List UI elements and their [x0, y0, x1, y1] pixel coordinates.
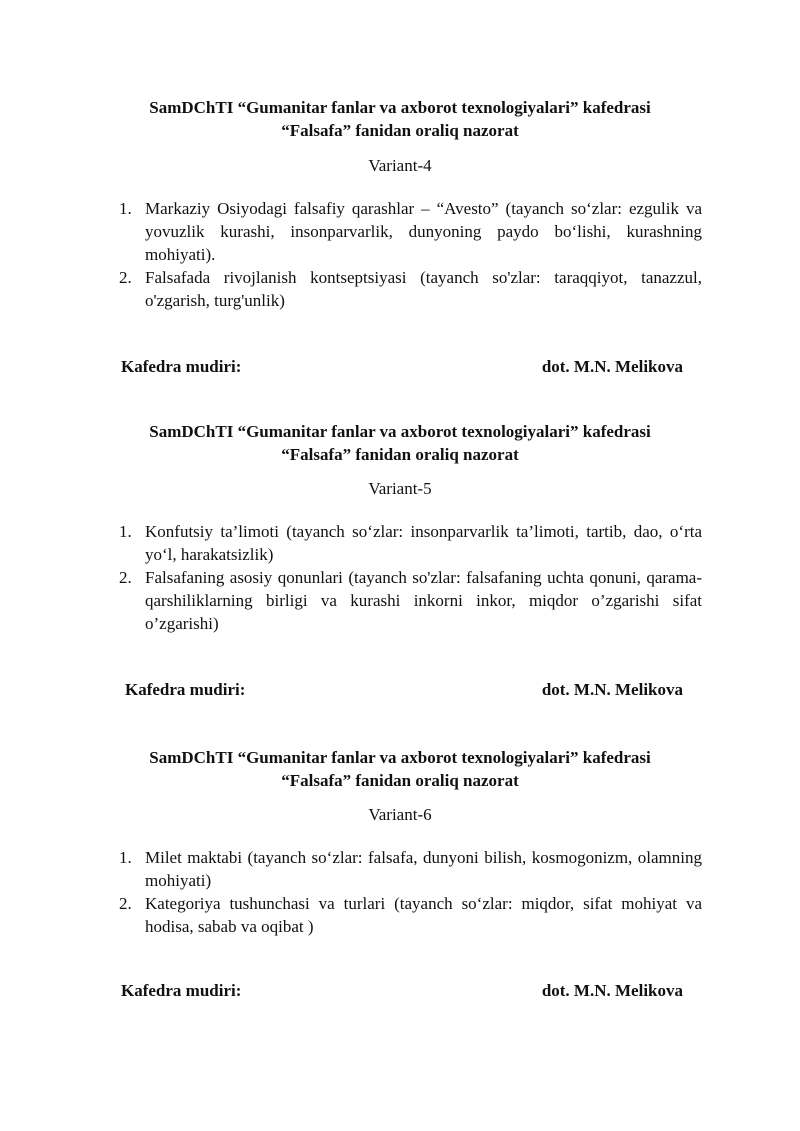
- question-item: [119, 520, 702, 566]
- question-number: 1.: [119, 199, 132, 218]
- question-text: Kategoriya tushunchasi va turlari (tayanch so‘zlar: miqdor, sifat mohiyat va hodisa, sabab va oqibat ): [145, 894, 702, 936]
- signature-name: dot. M.N. Melikova: [541, 357, 683, 376]
- question-text: Falsafada rivojlanish kontseptsiyasi (tayanch so'zlar: taraqqiyot, tanazzul, o'zgarish, turg'unlik): [145, 268, 702, 310]
- variant-label: Variant-5: [368, 479, 432, 498]
- course-title: “Falsafa” fanidan oraliq nazorat: [281, 121, 519, 140]
- question-number: 1.: [119, 522, 132, 541]
- signature-name: dot. M.N. Melikova: [541, 680, 683, 699]
- question-number: 2.: [119, 568, 132, 587]
- variant-label: Variant-6: [368, 805, 432, 824]
- question-text: Markaziy Osiyodagi falsafiy qarashlar – “Avesto” (tayanch so‘zlar: ezgulik va yovuzlik kurashi, insonparvarlik, dunyoning paydo bo‘lishi, kurashning mohiyati).: [145, 199, 702, 264]
- course-title: “Falsafa” fanidan oraliq nazorat: [281, 445, 519, 464]
- question-number: 2.: [119, 894, 132, 913]
- department-title: SamDChTI “Gumanitar fanlar va axborot texnologiyalari” kafedrasi: [149, 98, 651, 117]
- question-item: [119, 566, 702, 635]
- signature-label: Kafedra mudiri:: [125, 680, 246, 699]
- question-list: [119, 846, 702, 938]
- question-number: 2.: [119, 268, 132, 287]
- question-item: [119, 266, 702, 312]
- variant-label: Variant-4: [368, 156, 432, 175]
- question-item: [119, 197, 702, 266]
- question-text: Milet maktabi (tayanch so‘zlar: falsafa, dunyoni bilish, kosmogonizm, olamning mohiyati): [145, 848, 702, 890]
- question-list: [119, 197, 702, 312]
- course-title: “Falsafa” fanidan oraliq nazorat: [281, 771, 519, 790]
- question-item: [119, 846, 702, 892]
- question-number: 1.: [119, 848, 132, 867]
- department-title: SamDChTI “Gumanitar fanlar va axborot texnologiyalari” kafedrasi: [149, 748, 651, 767]
- signature-name: dot. M.N. Melikova: [541, 981, 683, 1000]
- question-text: Falsafaning asosiy qonunlari (tayanch so'zlar: falsafaning uchta qonuni, qarama-qarshiliklarning birligi va kurashi inkorni inkor, miqdor o’zgarishi sifat o’zgarishi): [145, 568, 702, 633]
- question-item: [119, 892, 702, 938]
- signature-label: Kafedra mudiri:: [121, 357, 242, 376]
- question-list: [119, 520, 702, 635]
- signature-label: Kafedra mudiri:: [121, 981, 242, 1000]
- question-text: Konfutsiy ta’limoti (tayanch so‘zlar: insonparvarlik ta’limoti, tartib, dao, o‘rta yo‘l, harakatsizlik): [145, 522, 702, 564]
- department-title: SamDChTI “Gumanitar fanlar va axborot texnologiyalari” kafedrasi: [149, 422, 651, 441]
